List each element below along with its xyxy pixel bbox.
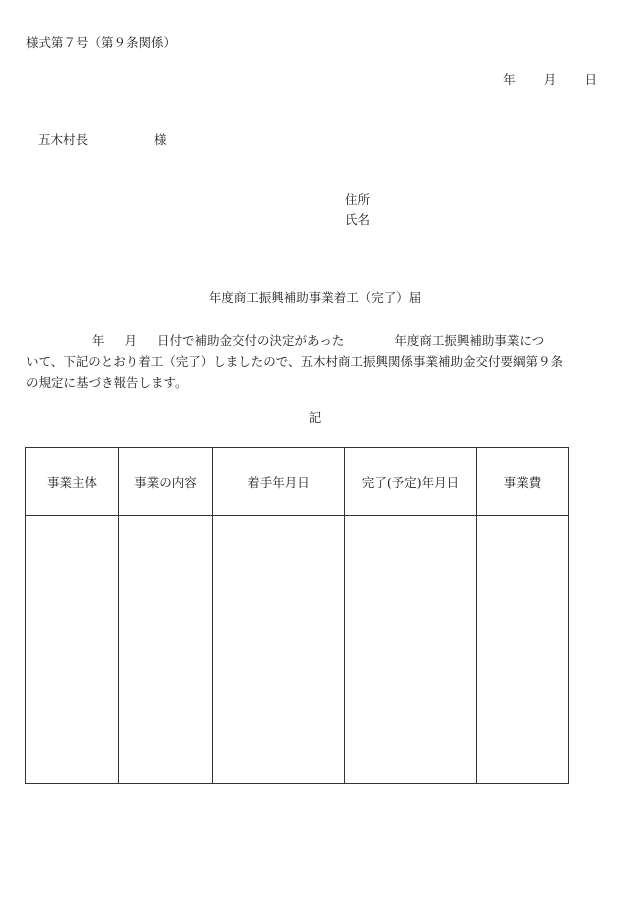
body-paragraph: [26, 330, 604, 393]
cell-start-date[interactable]: [213, 516, 345, 784]
body-month-label: 月: [124, 333, 138, 348]
submission-date: [503, 74, 597, 87]
addressee-honorific: 様: [154, 132, 167, 147]
cell-completion-date[interactable]: [345, 516, 477, 784]
cell-project-content[interactable]: [119, 516, 213, 784]
applicant-name-label: 氏名: [345, 212, 371, 227]
body-line-2: いて、下記のとおり着工（完了）しましたので、五木村商工振興関係事業補助金交付要綱第９条: [26, 354, 564, 369]
date-year-label: 年: [503, 72, 516, 87]
header-project-entity: 事業主体: [26, 448, 119, 516]
addressee-name: 五木村長: [38, 132, 89, 147]
cell-project-entity[interactable]: [26, 516, 119, 784]
header-project-content: 事業の内容: [119, 448, 213, 516]
body-text-b: 年度商工振興補助事業につ: [394, 333, 545, 348]
addressee: [38, 134, 167, 147]
table-entry-row: [26, 516, 569, 784]
header-start-date: 着手年月日: [213, 448, 345, 516]
date-month-label: 月: [543, 72, 557, 87]
cell-project-cost[interactable]: [477, 516, 569, 784]
ki-heading: 記: [308, 410, 322, 425]
applicant-address-label: 住所: [345, 192, 371, 207]
header-completion-date: 完了(予定)年月日: [345, 448, 477, 516]
body-text-a: 日付で補助金交付の決定があった: [157, 333, 345, 348]
body-year-label: 年: [92, 333, 105, 348]
table-header-row: [26, 448, 569, 516]
document-title: 年度商工振興補助事業着工（完了）届: [208, 290, 422, 305]
header-project-cost: 事業費: [477, 448, 569, 516]
body-line-3: の規定に基づき報告します。: [26, 375, 188, 390]
form-number-label: 様式第７号（第９条関係）: [26, 35, 177, 50]
body-line-1: [26, 330, 604, 351]
date-day-label: 日: [584, 72, 597, 87]
project-table: [25, 447, 569, 784]
